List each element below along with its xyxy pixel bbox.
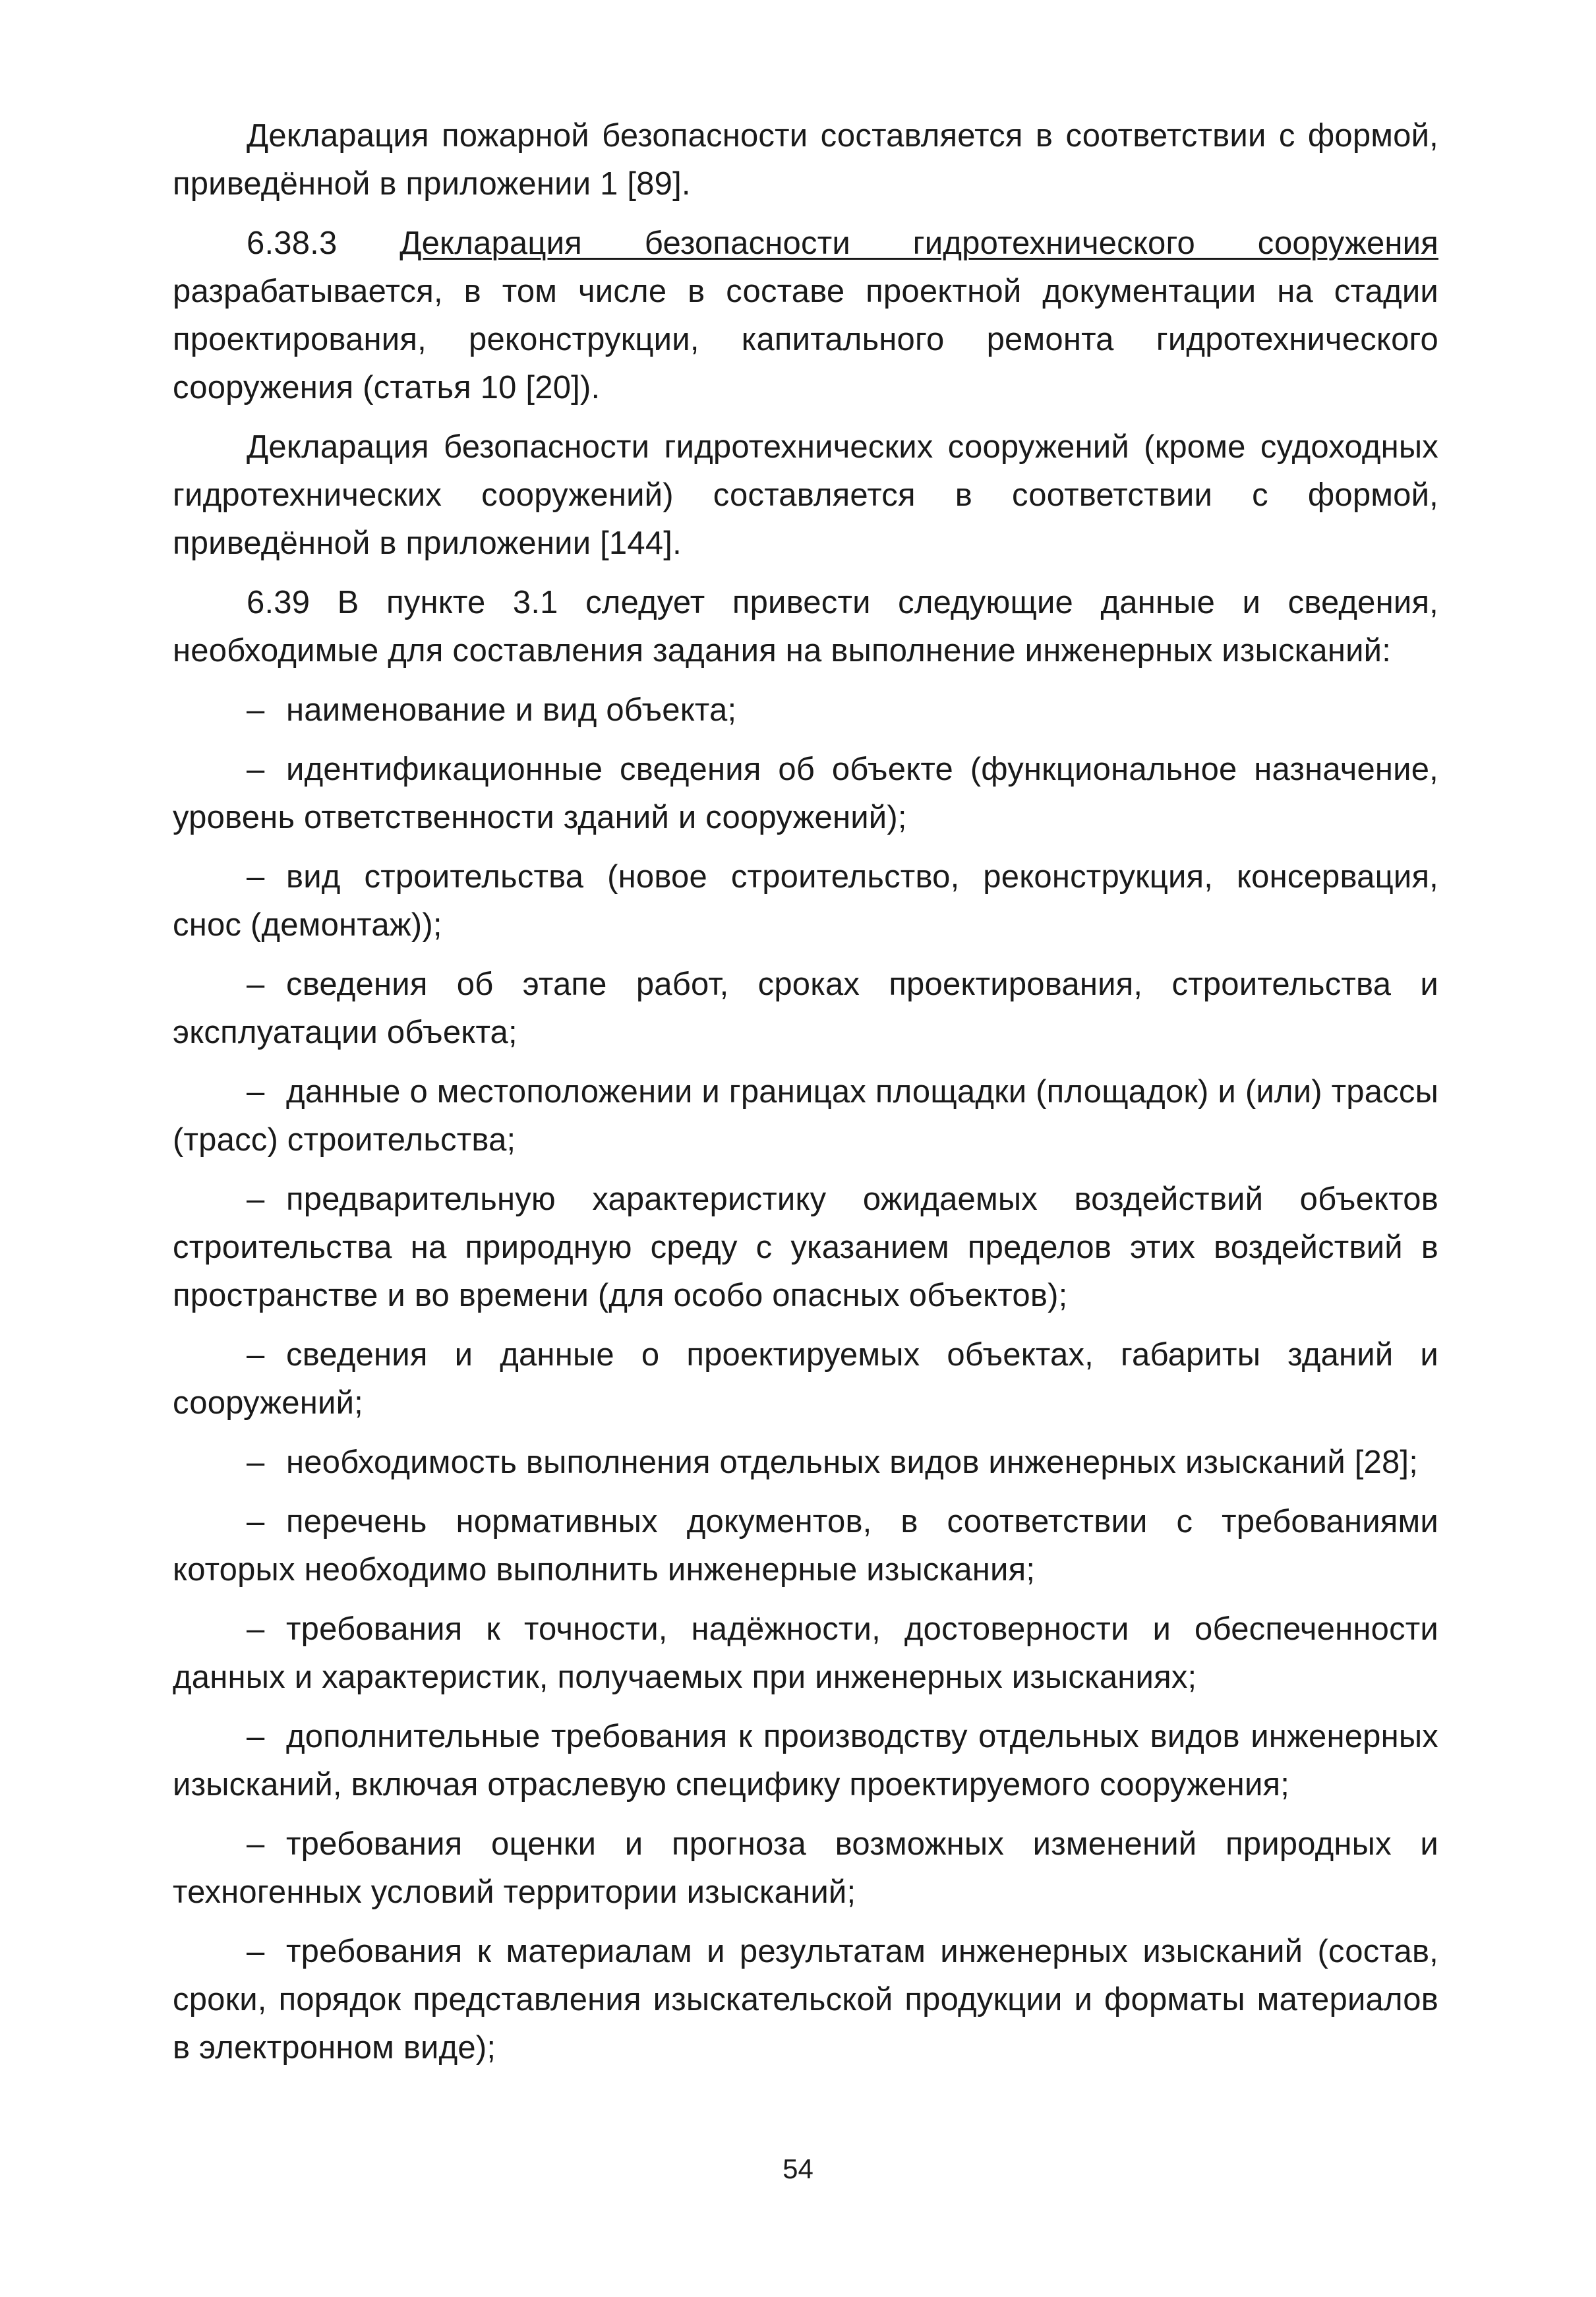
list-item	[173, 1176, 1438, 1320]
paragraph-text: разрабатывается, в том числе в составе проектной документации на стадии проектирования, реконструкции, капитального ремонта гидротехнического сооружения (статья 10 [20]).	[173, 274, 1438, 405]
dash-bullet: –	[247, 752, 265, 787]
list-item	[173, 686, 1438, 734]
list-item-text: данные о местоположении и границах площадки (площадок) и (или) трассы (трасс) строительства;	[173, 1074, 1438, 1158]
dash-bullet: –	[247, 692, 265, 728]
list-item-text: идентификационные сведения об объекте (функциональное назначение, уровень ответственности зданий и сооружений);	[173, 752, 1438, 835]
dash-bullet: –	[247, 1934, 265, 1969]
list-item	[173, 1820, 1438, 1917]
paragraph-hydro-declaration	[173, 220, 1438, 412]
list-item	[173, 1928, 1438, 2072]
dash-bullet: –	[247, 1181, 265, 1217]
dash-bullet: –	[247, 1337, 265, 1373]
list-item	[173, 853, 1438, 949]
list-item-text: необходимость выполнения отдельных видов инженерных изысканий [28];	[286, 1445, 1419, 1480]
dash-bullet: –	[247, 859, 265, 895]
requirements-list	[173, 686, 1438, 2072]
list-item-text: сведения и данные о проектируемых объектах, габариты зданий и сооружений;	[173, 1337, 1438, 1421]
list-item-text: требования к материалам и результатам инженерных изысканий (состав, сроки, порядок представления изыскательской продукции и форматы материалов в электронном виде);	[173, 1934, 1438, 2066]
dash-bullet: –	[247, 967, 265, 1002]
dash-bullet: –	[247, 1611, 265, 1647]
document-body	[173, 112, 1438, 2083]
dash-bullet: –	[247, 1504, 265, 1539]
list-item-text: вид строительства (новое строительство, реконструкция, консервация, снос (демонтаж));	[173, 859, 1438, 943]
page-number: 54	[783, 2153, 813, 2184]
list-item-text: требования к точности, надёжности, достоверности и обеспеченности данных и характеристик, получаемых при инженерных изысканиях;	[173, 1611, 1438, 1695]
list-item	[173, 746, 1438, 842]
paragraph-clause-6-39: 6.39 В пункте 3.1 следует привести следующие данные и сведения, необходимые для составления задания на выполнение инженерных изысканий:	[173, 585, 1438, 669]
list-item	[173, 1498, 1438, 1594]
dash-bullet: –	[247, 1826, 265, 1862]
list-item	[173, 961, 1438, 1057]
list-item-text: дополнительные требования к производству отдельных видов инженерных изысканий, включая отраслевую специфику проектируемого сооружения;	[173, 1719, 1438, 1803]
list-item	[173, 1068, 1438, 1164]
underlined-term: Декларация безопасности гидротехнического сооружения	[399, 225, 1438, 261]
list-item-text: перечень нормативных документов, в соответствии с требованиями которых необходимо выполнить инженерные изыскания;	[173, 1504, 1438, 1588]
dash-bullet: –	[247, 1719, 265, 1754]
dash-bullet: –	[247, 1074, 265, 1110]
list-item-text: предварительную характеристику ожидаемых воздействий объектов строительства на природную среду с указанием пределов этих воздействий в пространстве и во времени (для особо опасных объектов);	[173, 1181, 1438, 1313]
list-item	[173, 1439, 1438, 1487]
dash-bullet: –	[247, 1445, 265, 1480]
list-item-text: наименование и вид объекта;	[286, 692, 737, 728]
list-item-text: требования оценки и прогноза возможных изменений природных и техногенных условий территории изысканий;	[173, 1826, 1438, 1910]
list-item	[173, 1713, 1438, 1809]
list-item-text: сведения об этапе работ, сроках проектирования, строительства и эксплуатации объекта;	[173, 967, 1438, 1050]
paragraph-fire-safety-declaration: Декларация пожарной безопасности составляется в соответствии с формой, приведённой в приложении 1 [89].	[173, 118, 1438, 202]
list-item	[173, 1605, 1438, 1702]
list-item	[173, 1331, 1438, 1427]
clause-number: 6.38.3	[247, 225, 338, 261]
paragraph-hydro-declaration-form: Декларация безопасности гидротехнических сооружений (кроме судоходных гидротехнических сооружений) составляется в соответствии с формой, приведённой в приложении [144].	[173, 429, 1438, 561]
